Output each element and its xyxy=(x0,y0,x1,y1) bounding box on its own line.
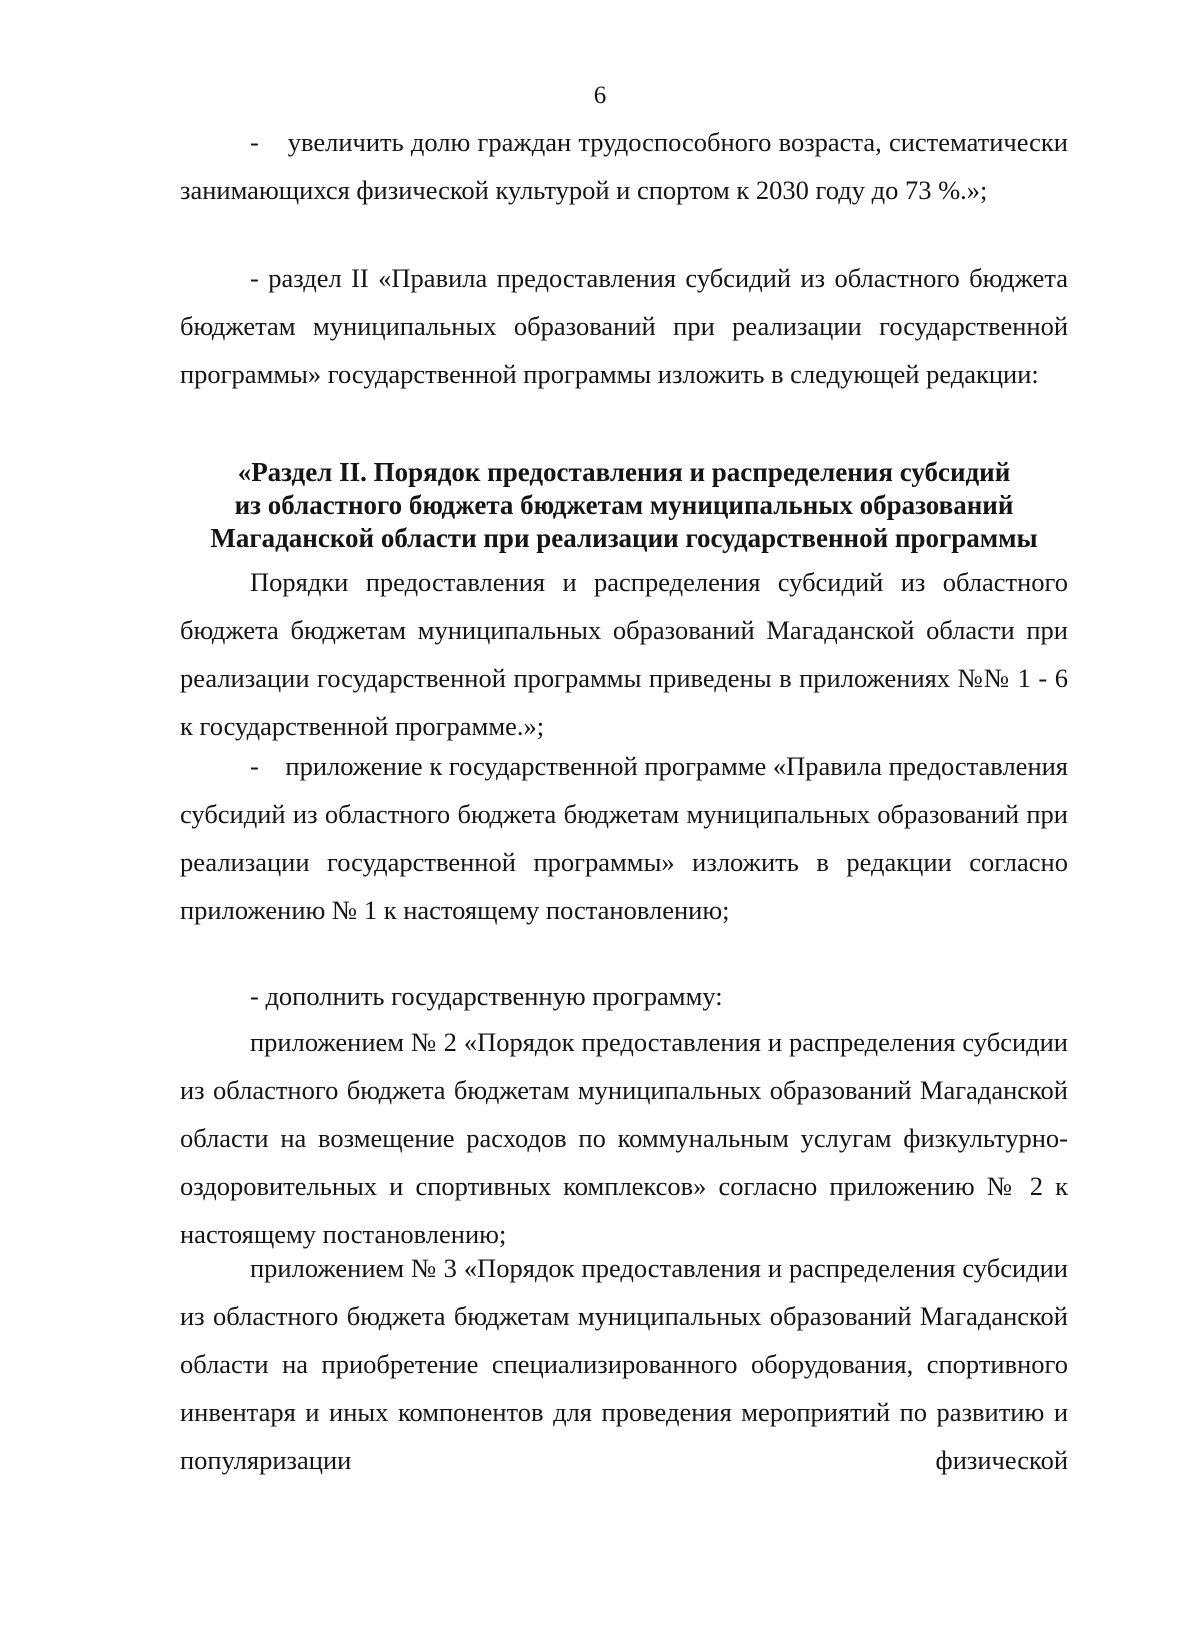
paragraph-procedures: Порядки предоставления и распределения субсидий из областного бюджета бюджетам муниципальных образований Магаданской области при реализации государственной программы приведены в приложениях №№ 1 - 6 к государственной программе.»; xyxy=(180,567,1068,741)
page-number: 6 xyxy=(593,82,607,109)
paragraph-appendix-3: приложением № 3 «Порядок предоставления и распределения субсидии из областного бюджета бюджетам муниципальных образований Магаданской области на приобретение специализированного оборудования, спортивного инвентаря и иных компонентов для проведения мероприятий по развитию и популяризации физической xyxy=(180,1253,1068,1475)
section-heading-line-3: Магаданской области при реализации государственной программы xyxy=(210,523,1038,553)
paragraph-appendix-rules: - приложение к государственной программе «Правила предоставления субсидий из областного бюджета бюджетам муниципальных образований при реализации государственной программы» изложить в редакции согласно приложению № 1 к настоящему постановлению; xyxy=(180,751,1068,925)
section-heading-line-2: из областного бюджета бюджетам муниципальных образований xyxy=(234,490,1014,520)
section-heading-line-1: «Раздел II. Порядок предоставления и распределения субсидий xyxy=(237,457,1011,487)
paragraph-section-ii-replacement: - раздел II «Правила предоставления субсидий из областного бюджета бюджетам муниципальных образований при реализации государственной программы» государственной программы изложить в следующей редакции: xyxy=(180,263,1068,389)
paragraph-supplement-program: - дополнить государственную программу: xyxy=(250,981,723,1011)
paragraph-sport-share: - увеличить долю граждан трудоспособного возраста, систематически занимающихся физической культурой и спортом к 2030 году до 73 %.»; xyxy=(180,127,1068,205)
paragraph-appendix-2: приложением № 2 «Порядок предоставления и распределения субсидии из областного бюджета бюджетам муниципальных образований Магаданской области на возмещение расходов по коммунальным услугам физкультурно-оздоровительных и спортивных комплексов» согласно приложению № 2 к настоящему постановлению; xyxy=(180,1027,1068,1249)
section-heading xyxy=(180,456,1068,555)
